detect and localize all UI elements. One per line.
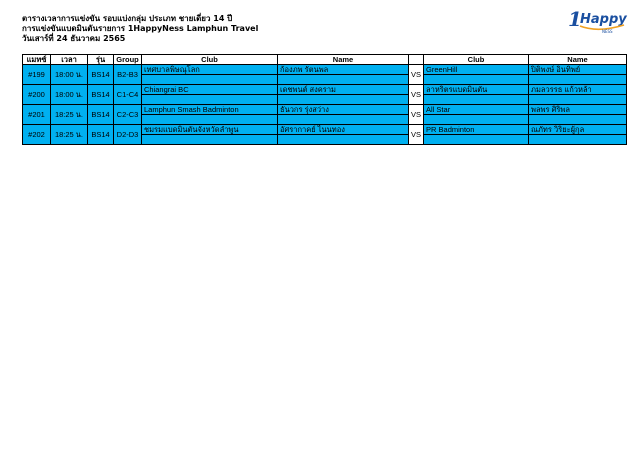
match-time: 18:25 น. (51, 105, 88, 125)
vs-label: VS (409, 85, 424, 105)
match-time: 18:25 น. (51, 125, 88, 145)
table-row (23, 85, 627, 95)
match-number: #199 (23, 65, 51, 85)
col-time: เวลา (51, 55, 88, 65)
player-2: พลพร ศิริพล (529, 105, 627, 115)
player-1: ก้องภพ รัตนพล (278, 65, 409, 75)
col-name-2: Name (529, 55, 627, 65)
player-1-partner (278, 135, 409, 145)
schedule-title: ตารางเวลาการแข่งขัน รอบแบ่งกลุ่ม ประเภท ชายเดี่ยว 14 ปี (22, 14, 233, 23)
logo-ness: NESS (602, 29, 613, 34)
match-class: BS14 (88, 85, 114, 105)
player-2-partner (529, 115, 627, 125)
player-2: ภมลวรรธ แก้วหล้า (529, 85, 627, 95)
player-1: อัศรากาคย์ ไนนทอง (278, 125, 409, 135)
col-club-2: Club (424, 55, 529, 65)
player-1-partner (278, 115, 409, 125)
match-group: C1-C4 (114, 85, 142, 105)
match-group: C2-C3 (114, 105, 142, 125)
club-2: All Star (424, 105, 529, 115)
match-group: B2-B3 (114, 65, 142, 85)
vs-label: VS (409, 105, 424, 125)
match-class: BS14 (88, 105, 114, 125)
col-name-1: Name (278, 55, 409, 65)
vs-label: VS (409, 65, 424, 85)
col-match: แมทซ์ (23, 55, 51, 65)
table-header-row (23, 55, 627, 65)
player-2: ปิติพงษ์ อินทิพย์ (529, 65, 627, 75)
club-2: GreenHill (424, 65, 529, 75)
match-time: 18:00 น. (51, 85, 88, 105)
logo-one: 1 (568, 7, 582, 31)
col-vs (409, 55, 424, 65)
table-row (23, 65, 627, 75)
club-2-partner (424, 115, 529, 125)
club-2: PR Badminton (424, 125, 529, 135)
col-club-1: Club (142, 55, 278, 65)
event-date: วันเสาร์ที่ 24 ธันวาคม 2565 (22, 34, 126, 43)
match-group: D2-D3 (114, 125, 142, 145)
club-2-partner (424, 75, 529, 85)
match-class: BS14 (88, 65, 114, 85)
club-1-partner (142, 95, 278, 105)
player-2-partner (529, 75, 627, 85)
club-2-partner (424, 135, 529, 145)
match-number: #200 (23, 85, 51, 105)
happyness-logo (566, 6, 628, 36)
player-1-partner (278, 95, 409, 105)
club-1-partner (142, 135, 278, 145)
tournament-name: การแข่งขันแบดมินตันรายการ 1HappyNess Lamphun Travel (22, 24, 259, 33)
match-number: #202 (23, 125, 51, 145)
match-time: 18:00 น. (51, 65, 88, 85)
table-row (23, 125, 627, 135)
club-1: เทศบาลพิษณุโลก (142, 65, 278, 75)
club-2-partner (424, 95, 529, 105)
match-class: BS14 (88, 125, 114, 145)
player-1: ธันวกร รุ่งสว่าง (278, 105, 409, 115)
logo-happy: Happy (580, 12, 627, 27)
club-2: ลาหริตรแบดมินตัน (424, 85, 529, 95)
col-class: รุ่น (88, 55, 114, 65)
club-1-partner (142, 115, 278, 125)
club-1-partner (142, 75, 278, 85)
col-group: Group (114, 55, 142, 65)
table-row (23, 105, 627, 115)
club-1: Lamphun Smash Badminton (142, 105, 278, 115)
club-1: Chiangrai BC (142, 85, 278, 95)
match-schedule-table (22, 54, 627, 145)
player-1-partner (278, 75, 409, 85)
match-number: #201 (23, 105, 51, 125)
player-2: ณภัทร วิริยะผู้กุล (529, 125, 627, 135)
player-2-partner (529, 95, 627, 105)
club-1: ชมรมแบดมินตันจังหวัดลำพูน (142, 125, 278, 135)
player-1: เดชพนต์ สงคราม (278, 85, 409, 95)
player-2-partner (529, 135, 627, 145)
vs-label: VS (409, 125, 424, 145)
